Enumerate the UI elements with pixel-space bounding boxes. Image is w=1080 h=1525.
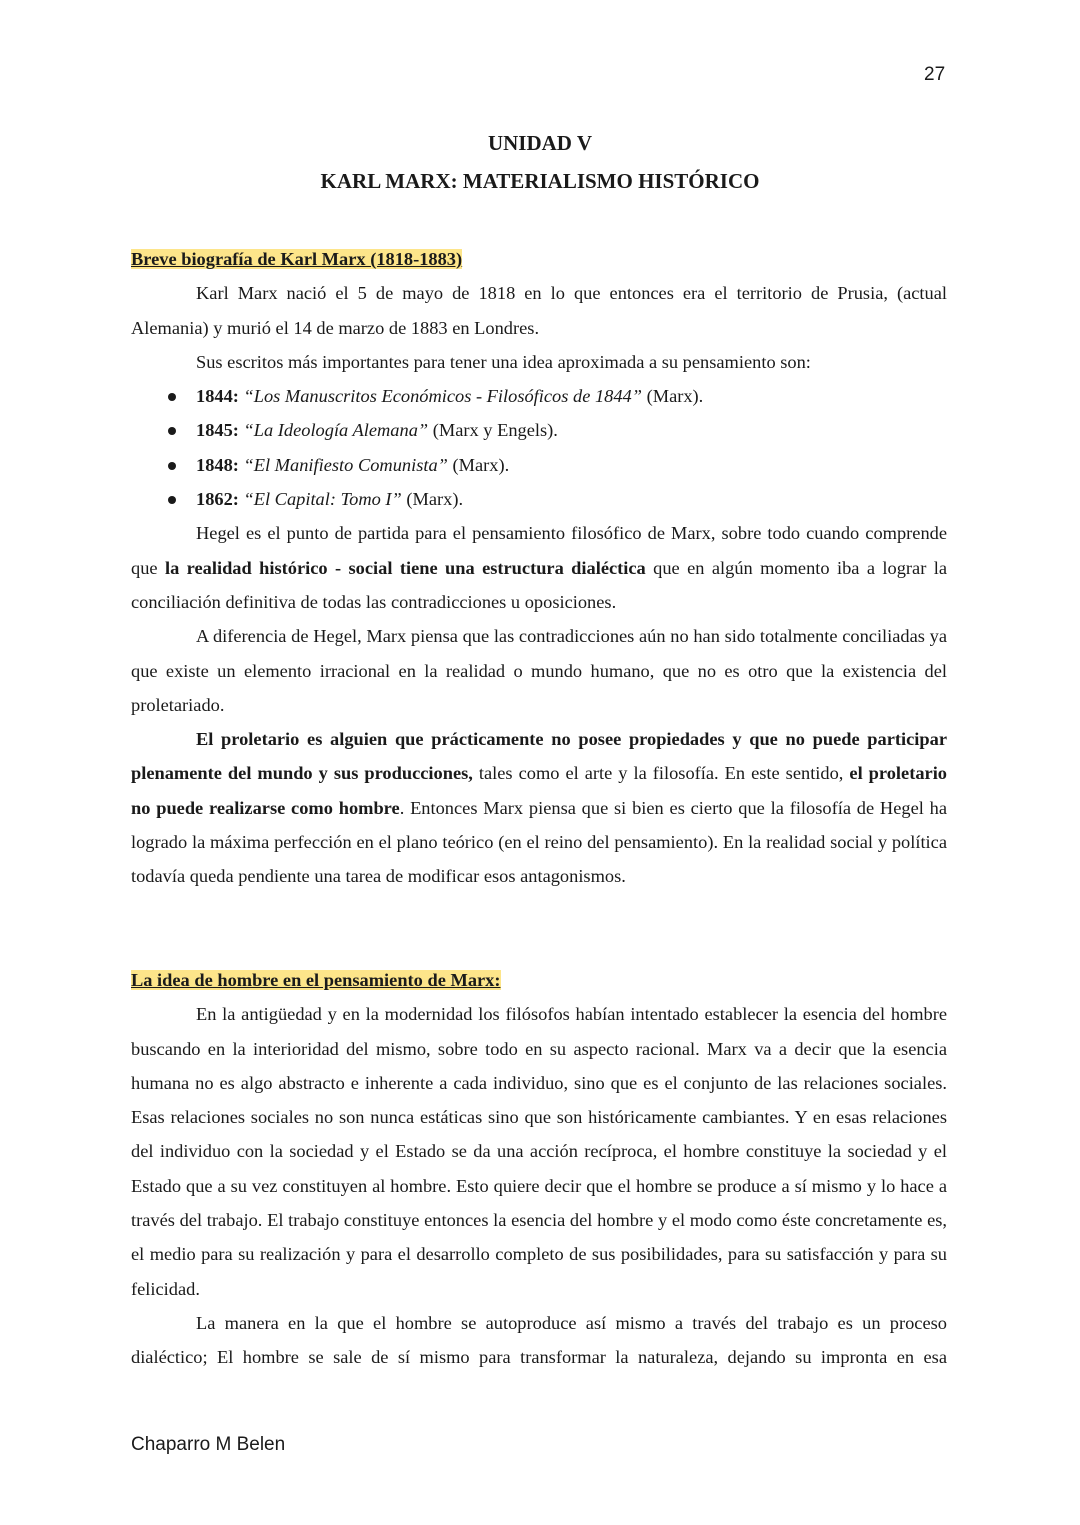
list-item — [131, 448, 947, 482]
footer-author: Chaparro M Belen — [131, 1434, 286, 1455]
bullet-icon — [168, 393, 176, 401]
paragraph — [131, 516, 947, 619]
section-heading-idea — [131, 963, 947, 997]
paragraph: La manera en la que el hombre se autoproduce así mismo a través del trabajo es un proceso dialéctico; El hombre se sale de sí mismo para transformar la naturaleza, dejando su impronta en esa — [131, 1312, 947, 1368]
unit-title: UNIDAD V — [487, 131, 593, 155]
list-item — [131, 482, 947, 516]
idea-heading: La idea de hombre en el pensamiento de Marx: — [131, 970, 501, 990]
paragraph: A diferencia de Hegel, Marx piensa que las contradicciones aún no han sido totalmente conciliadas ya que existe un elemento irracional en la realidad o mundo humano, que no es otro que la existencia del proletariado. — [131, 626, 947, 715]
work-author: (Marx). — [452, 454, 510, 475]
text: . Entonces Marx piensa que si bien es cierto que la filosofía de Hegel ha logrado la máxima perfección en el plano teórico (en el reino del pensamiento). En la realidad social y política todavía queda pendiente una tarea de modificar esos antagonismos. — [131, 797, 947, 887]
work-author: (Marx y Engels). — [432, 420, 558, 441]
work-year: 1848: — [196, 454, 239, 475]
work-title: “La Ideología Alemana” — [243, 420, 429, 441]
section-idea-of-man — [131, 963, 947, 1375]
paragraph: En la antigüedad y en la modernidad los filósofos habían intentado establecer la esencia del hombre buscando en la interioridad del mismo, sobre todo en su aspecto racional. Marx va a decir que la esencia humana no es algo abstracto e inherente a cada individuo, sino que es el conjunto de las relaciones sociales. Esas relaciones sociales no son nunca estáticas sino que son históricamente cambiantes. Y en esas relaciones del individuo con la sociedad y el Estado se da una acción recíproca, el hombre constituye la sociedad y el Estado que a su vez constituyen al hombre. Esto quiere decir que el hombre se produce a sí mismo y lo hace a través del trabajo. El trabajo constituye entonces la esencia del hombre y el modo como éste concretamente es, el medio para su realización y para el desarrollo completo de sus posibilidades, para su satisfacción y para su felicidad. — [131, 1004, 947, 1299]
text: que en algún momento iba a lograr la conciliación definitiva de todas las contradicciones u oposiciones. — [131, 557, 948, 612]
work-title: “El Capital: Tomo I” — [243, 489, 402, 510]
list-item — [131, 379, 947, 413]
list-item — [131, 413, 947, 447]
works-list — [131, 379, 947, 516]
text: tales como el arte y la filosofía. En este sentido, — [472, 763, 850, 784]
bullet-icon — [168, 496, 176, 504]
paragraph: Sus escritos más importantes para tener una idea aproximada a su pensamiento son: — [196, 351, 811, 372]
work-title: “Los Manuscritos Económicos - Filosóficos de 1844” — [243, 386, 642, 407]
biography-heading: Breve biografía de Karl Marx (1818-1883) — [131, 249, 463, 269]
bullet-icon — [168, 427, 176, 435]
paragraph: Karl Marx nació el 5 de mayo de 1818 en lo que entonces era el territorio de Prusia, (actual Alemania) y murió el 14 de marzo de 1883 en Londres. — [131, 283, 947, 338]
work-title: “El Manifiesto Comunista” — [243, 454, 448, 475]
section-biography — [131, 242, 947, 894]
emphasis: la realidad histórico - social tiene una estructura dialéctica — [164, 557, 646, 578]
bullet-icon — [168, 462, 176, 470]
section-heading-biography — [131, 242, 947, 276]
text: Hegel es el punto de partida para el pensamiento filosófico de Marx, sobre todo cuando comprende que — [131, 523, 947, 578]
page-number: 27 — [924, 64, 946, 85]
emphasis: El proletario es alguien que prácticamente no posee propiedades y que no puede participar plenamente del mundo y sus producciones, — [131, 729, 947, 784]
work-year: 1862: — [196, 489, 239, 510]
work-year: 1845: — [196, 420, 239, 441]
chapter-title: KARL MARX: MATERIALISMO HISTÓRICO — [320, 169, 760, 193]
emphasis: el proletario no puede realizarse como hombre — [131, 763, 947, 818]
work-year: 1844: — [196, 386, 239, 407]
paragraph — [131, 722, 947, 893]
work-author: (Marx). — [646, 386, 704, 407]
work-author: (Marx). — [406, 489, 464, 510]
